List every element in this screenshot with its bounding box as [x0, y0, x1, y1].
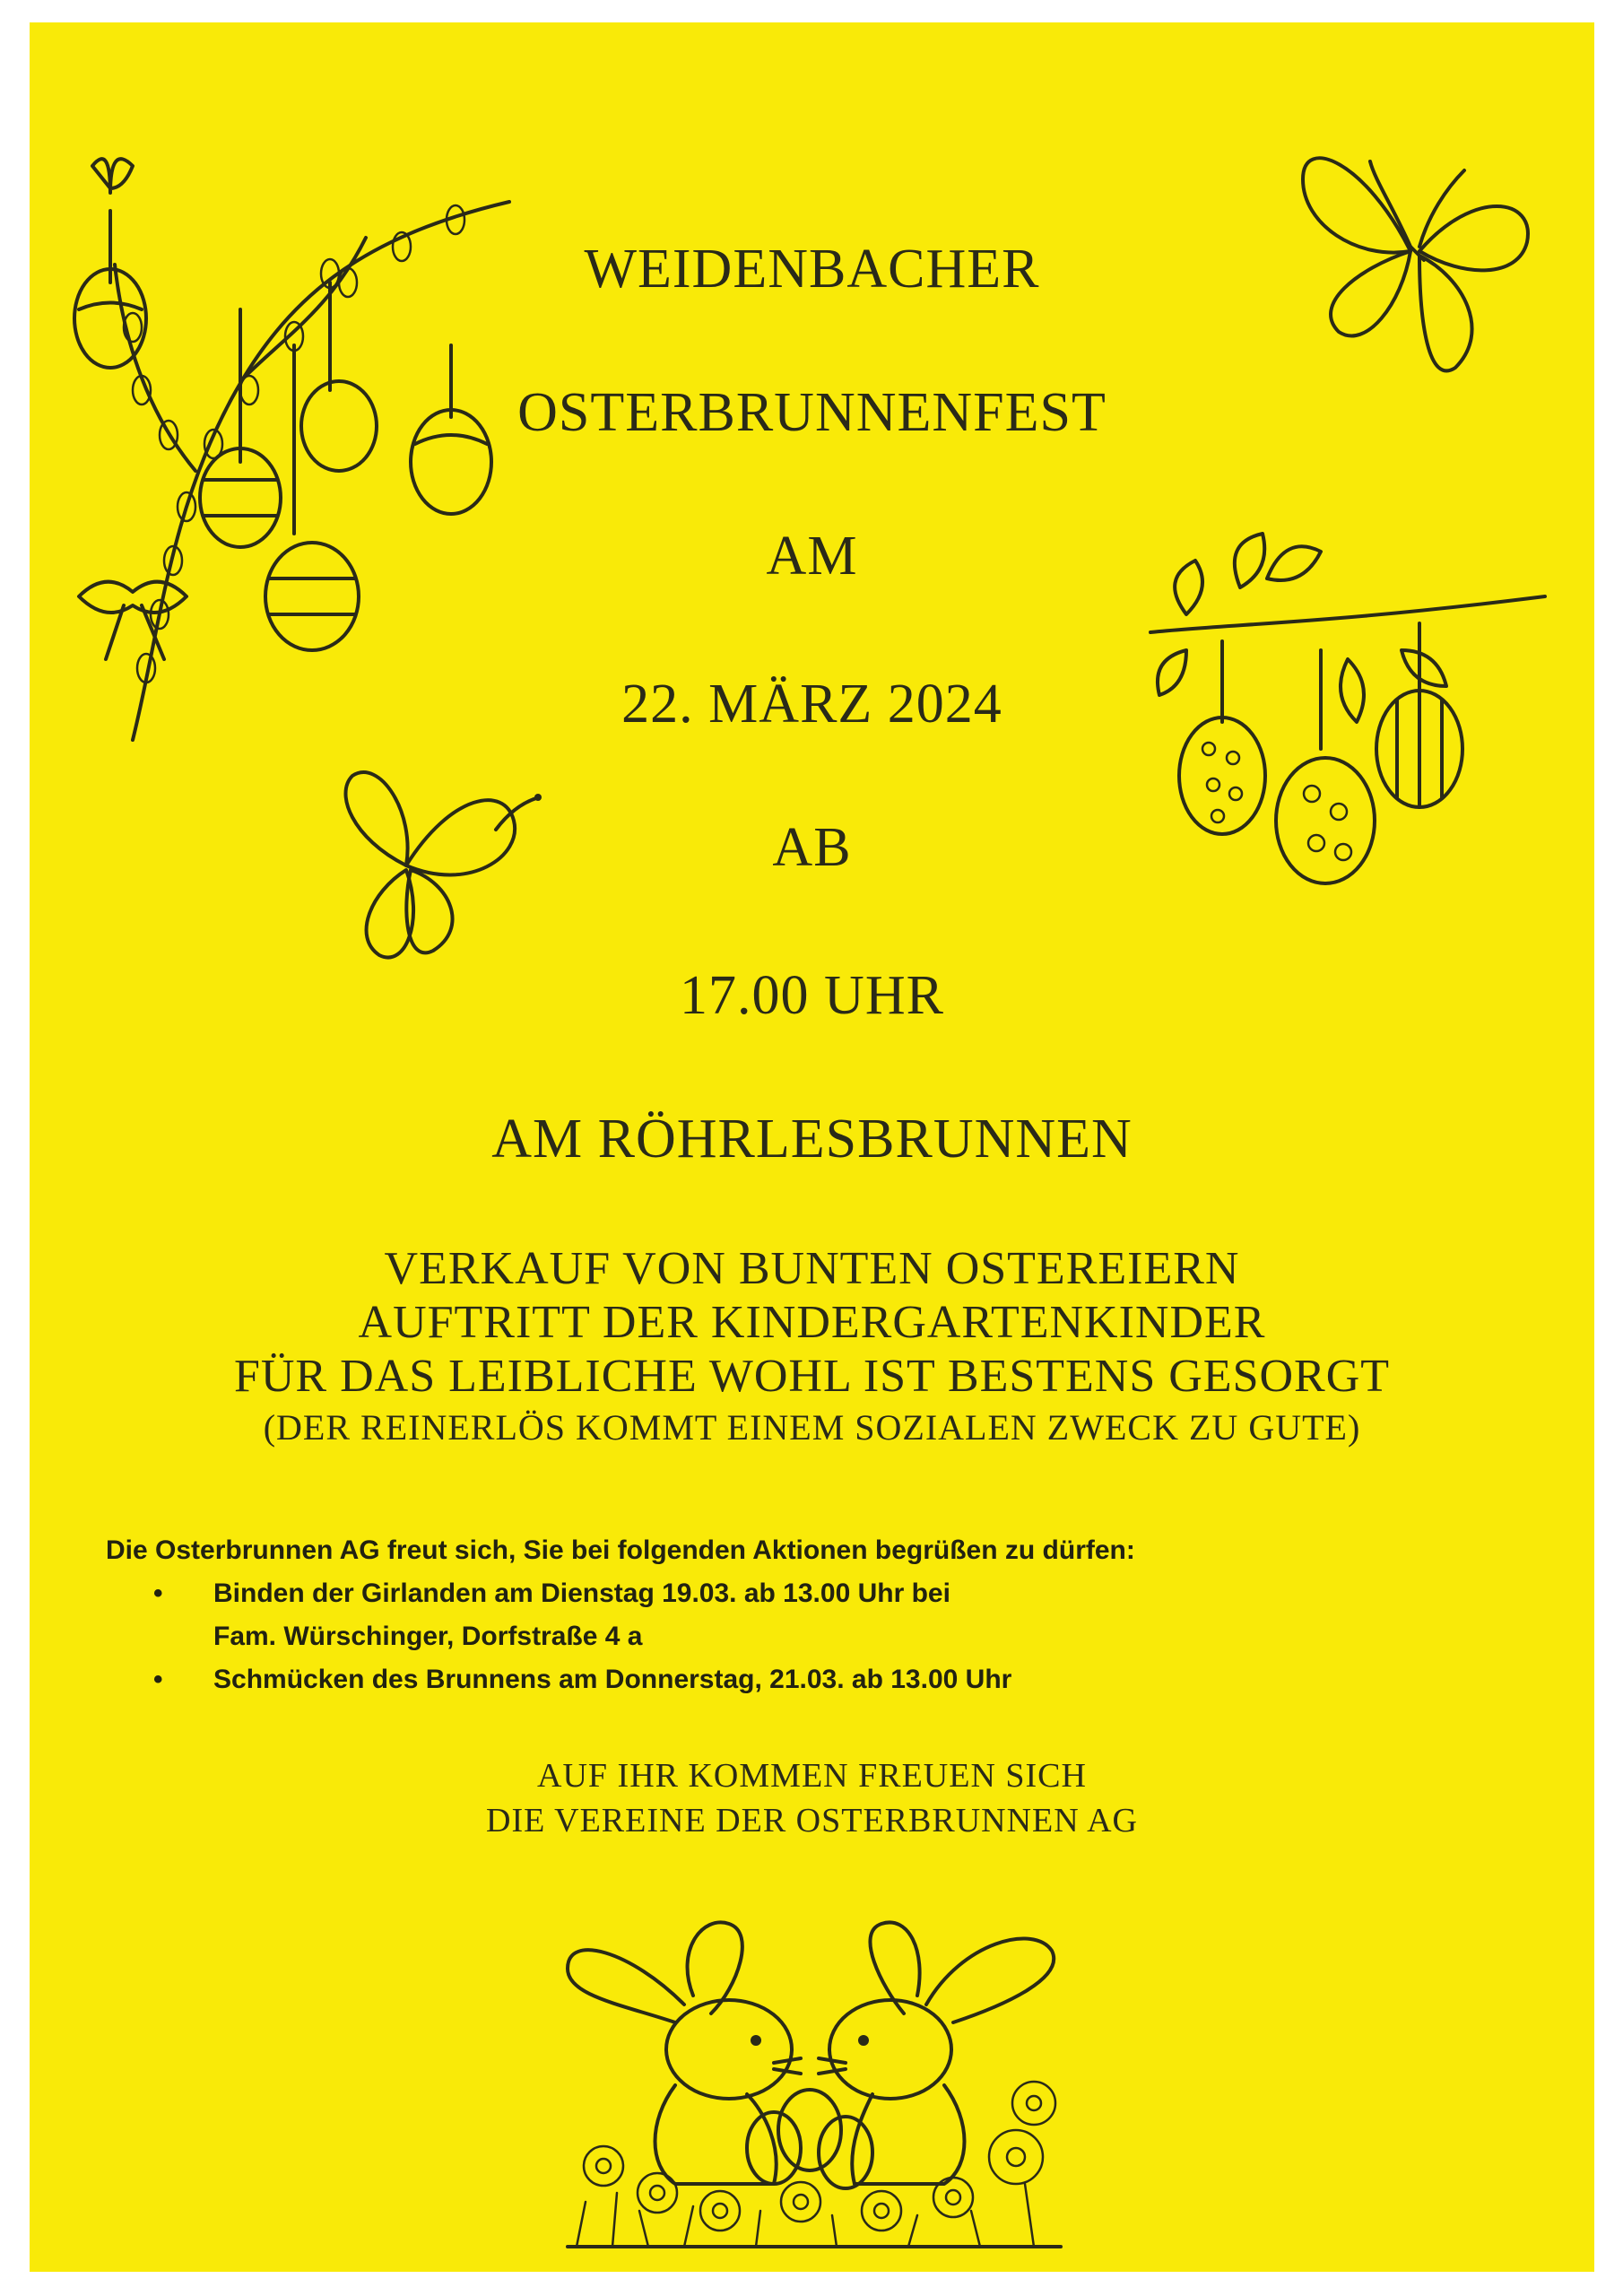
proceeds-note: (DER REINERLÖS KOMMT EINEM SOZIALEN ZWECK ZU GUTE): [263, 1407, 1361, 1448]
list-item: [106, 1572, 1541, 1658]
closing-text: [30, 1753, 1594, 1843]
offer-line: FÜR DAS LEIBLICHE WOHL IST BESTENS GESORGT: [233, 1351, 1391, 1402]
bullet: •: [153, 1665, 163, 1694]
offer-line: VERKAUF VON BUNTEN OSTEREIERN: [384, 1243, 1240, 1294]
date-prefix: AM: [766, 526, 858, 587]
offer-line: AUFTRITT DER KINDERGARTENKINDER: [358, 1297, 1266, 1348]
time-prefix: AB: [772, 817, 852, 878]
event-date: 22. MÄRZ 2024: [621, 674, 1002, 735]
action-line: Fam. Würschinger, Dorfstraße 4 a: [213, 1622, 643, 1651]
actions-intro: Die Osterbrunnen AG freut sich, Sie bei folgenden Aktionen begrüßen zu dürfen:: [106, 1535, 1135, 1565]
bullet: •: [153, 1578, 163, 1608]
event-time: 17.00 UHR: [680, 965, 944, 1026]
action-line: Binden der Girlanden am Dienstag 19.03. ab 13.00 Uhr bei: [213, 1578, 950, 1608]
actions-info: [106, 1529, 1541, 1701]
list-item: [106, 1658, 1541, 1701]
event-title-line1: WEIDENBACHER: [584, 239, 1040, 300]
actions-list: [106, 1572, 1541, 1701]
action-line: Schmücken des Brunnens am Donnerstag, 21.03. ab 13.00 Uhr: [213, 1665, 1012, 1694]
event-title-line2: OSTERBRUNNENFEST: [517, 382, 1107, 443]
event-location: AM RÖHRLESBRUNNEN: [491, 1109, 1133, 1170]
event-offers: [30, 1242, 1594, 1452]
easter-bunnies-with-flowers-icon: [550, 1897, 1079, 2256]
poster-page: [30, 22, 1594, 2272]
closing-line: DIE VEREINE DER OSTERBRUNNEN AG: [486, 1802, 1138, 1839]
closing-line: AUF IHR KOMMEN FREUEN SICH: [537, 1757, 1087, 1795]
